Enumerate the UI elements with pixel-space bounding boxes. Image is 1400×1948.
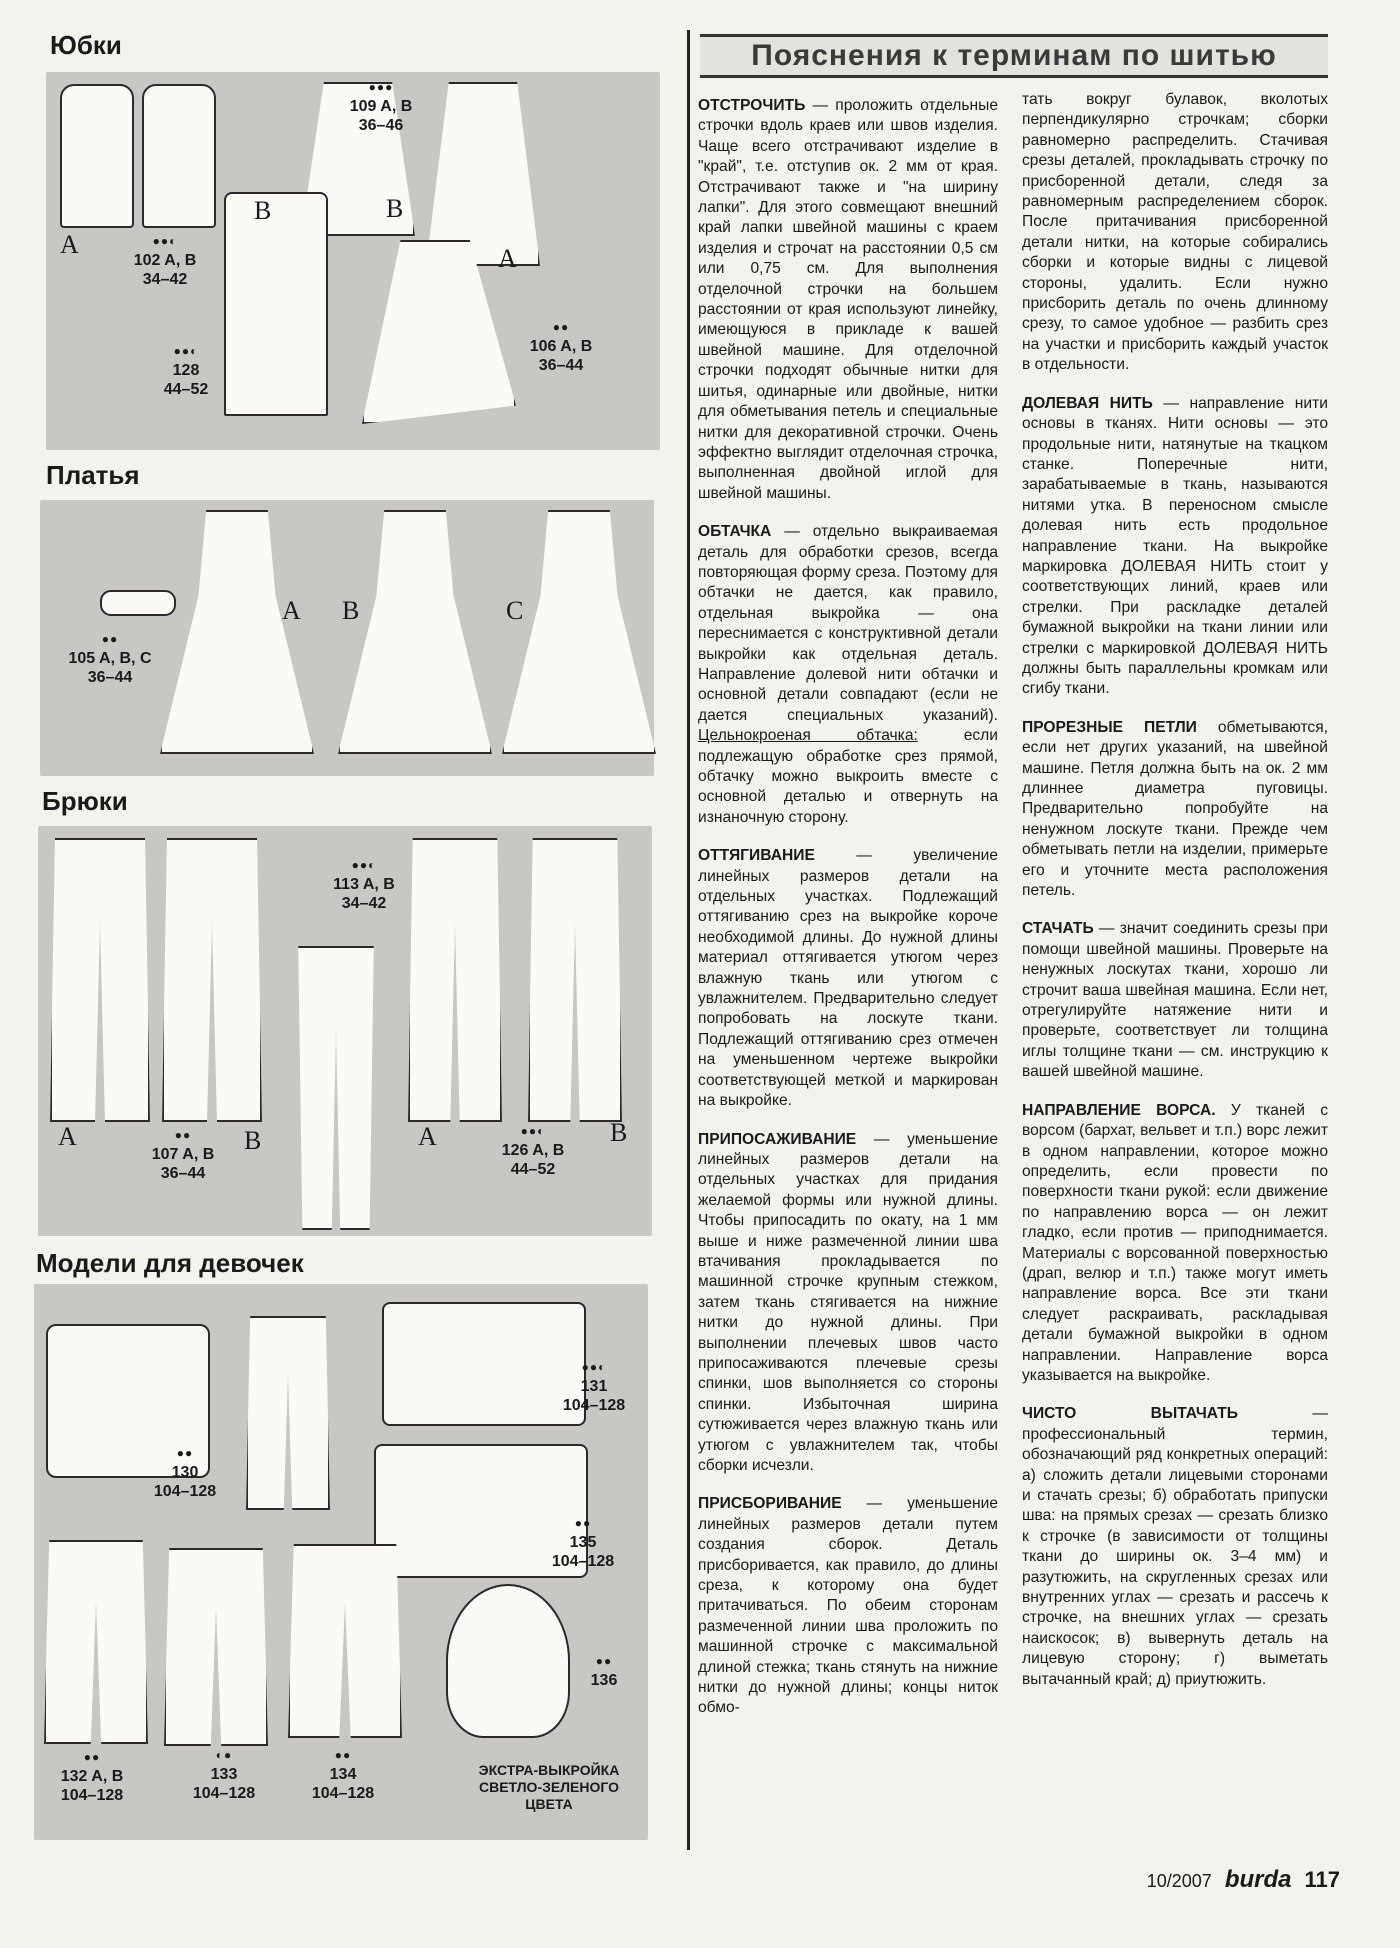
term: ЧИСТО ВЫТАЧАТЬ [1022, 1405, 1239, 1423]
dress-105a [160, 510, 314, 754]
letter-b: B [342, 596, 360, 625]
paragraph: ПРИПОСАЖИВАНИЕ — уменьшение линейных размеров детали на отдельных участках для придания желаемой формы или нужной длины. Чтобы припосадить по окату, на 1 мм выше и ниже размеченной линии шва втачивания прокладывается по машинной строчке крупным стежком, затем ткань стягивается на нижние нитки до нужной длины. При выполнении плечевых швов часто припосаживаются плечевые срезы спинки, шов выполняется со стороны спинки. Избыточная ширина сутюживается через влажную ткань или утюгом с увлажнителем так, чтобы сборки исчезли. [698, 1130, 998, 1474]
letter-b: B [386, 194, 404, 223]
term: ОБТАЧКА [698, 523, 772, 541]
trousers-134 [288, 1544, 402, 1738]
paragraph: ОБТАЧКА — отдельно выкраиваемая деталь для обработки срезов, всегда повторяющая форму среза. Поэтому для обтачки не дается, как правило, отдельная выкройка — она переснимается с конструктивной детали выкройки как отдельная деталь. Направление долевой нити обтачки и основной детали совпадают (если не дается специальных указаний). Цельнокроеная обтачка: если подлежащую обработке срез прямой, обтачку можно выкроить вместе с основной деталью и отвернуть на изнаночную сторону. [698, 523, 998, 826]
toy-136 [446, 1584, 570, 1738]
label-134: ●● 134 104–128 [311, 1748, 375, 1802]
trousers-107b [162, 838, 262, 1122]
trousers-126a [408, 838, 502, 1122]
letter-c: C [506, 596, 524, 625]
paragraph: ПРОРЕЗНЫЕ ПЕТЛИ обметываются, если нет других указаний, на швейной машине. Петля должна быть на ок. 2 мм длиннее диаметра пуговицы. Предварительно попробуйте на ненужном лоскуте ткани. Прежде чем обметывать петли на изделии, примерьте его и уточните места расположения петель. [1022, 718, 1329, 900]
trousers-107a [50, 838, 150, 1122]
brand-logo: burda [1224, 1866, 1292, 1893]
page-footer [1147, 1866, 1340, 1894]
section-title-girls: Модели для девочек [36, 1248, 304, 1278]
label-102: ●●◐ 102 A, B 34–42 [133, 234, 197, 288]
trousers-133 [164, 1548, 268, 1746]
page-title: Пояснения к терминам по шитью [751, 39, 1277, 72]
trousers-126b [528, 838, 622, 1122]
issue-date: 10/2007 [1146, 1871, 1212, 1891]
term: НАПРАВЛЕНИЕ ВОРСА. [1022, 1101, 1216, 1119]
label-105: ●● 105 A, B, C 36–44 [68, 632, 152, 686]
label-109: ●●● 109 A, B 36–46 [349, 80, 413, 134]
header-bar [700, 34, 1328, 78]
skirt-109-back [426, 82, 540, 266]
label-135: ●● 135 104–128 [551, 1516, 615, 1570]
letter-a: A [58, 1122, 77, 1151]
paragraph: ПРИСБОРИВАНИЕ — уменьшение линейных размеров детали путем создания сборок. Деталь присборивается, как правило, до длины среза, к которому она будет притачиваться. По обеим сторонам размеченной линии шва проложить по машинной строчке с максимальной длиной стежка; ткань стянуть на нижние нитки до нужной длины; концы ниток обмо- [698, 1495, 998, 1717]
text-column-1 [698, 96, 998, 1737]
extra-pattern-label: ЭКСТРА-ВЫКРОЙКА СВЕТЛО-ЗЕЛЕНОГО ЦВЕТА [478, 1762, 620, 1812]
label-126: ●●◐ 126 A, B 44–52 [501, 1124, 565, 1178]
letter-a: A [60, 230, 79, 259]
paragraph: ОТТЯГИВАНИЕ — увеличение линейных размеров детали на отдельных участках. Подлежащий оттягиванию срез на выкройке короче необходимой длины. До нужной длины материал оттягивается утюгом через влажную ткань или утюгом с увлажнителем. Предварительно следует попробовать на лоскуте ткани. Подлежащий оттягиванию срез отмечен на уменьшенном чертеже выкройки соответствующей меткой и маркирован на выкройке. [698, 847, 998, 1110]
letter-a: A [498, 244, 517, 273]
label-106: ●● 106 A, B 36–44 [529, 320, 593, 374]
trousers-girls [246, 1316, 330, 1510]
letter-b: B [244, 1126, 262, 1155]
term: ПРИПОСАЖИВАНИЕ [698, 1130, 857, 1148]
label-130: ●● 130 104–128 [153, 1446, 217, 1500]
skirt-128 [224, 192, 328, 416]
girls-panel [34, 1284, 648, 1840]
paragraph: тать вокруг булавок, вколотых перпендикулярно строчкам; сборки равномерно распределить. Стачивая срезы деталей, прокладывать строчку по присборенной детали, следя за равномерным распределением сборок. После притачивания присборенной детали нитки, на которые собирались сборки и которые видны с лицевой стороны, удалить. Если нужно присборить деталь по очень длинному срезу, то самое удобное — разбить срез на участки и присборить каждый участок в отдельности. [1022, 91, 1328, 374]
term: ПРОРЕЗНЫЕ ПЕТЛИ [1022, 718, 1197, 736]
dresses-panel [40, 500, 654, 776]
letter-b: B [610, 1118, 628, 1147]
section-title-trousers: Брюки [42, 786, 128, 816]
trousers-panel [38, 826, 652, 1236]
belt [100, 590, 176, 616]
paragraph: СТАЧАТЬ — значит соединить срезы при помощи швейной машины. Проверьте на ненужных лоскутах ткани, хорошо ли строчит ваша швейная машина. Если нет, отрегулируйте натяжение нити и проверьте, соответствует ли толщина иглы толщине ткани — см. инструкцию к вашей швейной машине. [1022, 920, 1328, 1081]
term: ОТТЯГИВАНИЕ [698, 847, 815, 865]
label-107: ●● 107 A, B 36–44 [151, 1128, 215, 1182]
paragraph: НАПРАВЛЕНИЕ ВОРСА. У тканей с ворсом (бархат, вельвет и т.п.) ворс лежит в одном направлении, которое можно определить, если провести по поверхности ткани рукой: если движение по направлению ворса — он лежит гладко, если против — приподнимается. Материалы с ворсованной поверхностью (драп, велюр и т.п.) также могут иметь направление ворса. Все эти ткани следует раскраивать, раскладывая детали бумажной выкройки в одном направлении. Направление ворса указывается на выкройке. [1022, 1101, 1328, 1384]
label-131: ●●◐ 131 104–128 [562, 1360, 626, 1414]
page-number: 117 [1304, 1867, 1340, 1892]
skirt-106 [362, 240, 516, 424]
column-divider [687, 30, 690, 1850]
label-128: ●●◐ 128 44–52 [163, 344, 209, 398]
skirt-102b-back [142, 84, 216, 228]
label-113: ●●◐ 113 A, B 34–42 [333, 858, 395, 912]
dress-105b [338, 510, 492, 754]
letter-a: A [418, 1122, 437, 1151]
letter-a: A [282, 596, 301, 625]
paragraph: ДОЛЕВАЯ НИТЬ — направление нити основы в тканях. Нити основы — это продольные нити, натянутые на ткацком станке. Поперечные нити, зарабатываемые в ткань, называются нитями утка. В переносном смысле долевая нить есть продольное направление ткани. На выкройке маркировка ДОЛЕВАЯ НИТЬ стоит у соответствующих линий, краев или стрелки. При раскладке деталей бумажной выкройки на ткани линии или стрелки с маркировкой ДОЛЕВАЯ НИТЬ должны быть параллельны кромкам или сгибу ткани. [1022, 394, 1328, 698]
label-136: ●● 136 [590, 1654, 618, 1689]
section-title-dresses: Платья [46, 460, 140, 490]
term: ПРИСБОРИВАНИЕ [698, 1495, 842, 1513]
text-column-2 [1022, 90, 1328, 1708]
term: ДОЛЕВАЯ НИТЬ [1022, 394, 1153, 412]
term: ОТСТРОЧИТЬ [698, 97, 806, 114]
skirts-panel [46, 72, 660, 450]
trousers-113 [294, 946, 378, 1230]
dress-105c [502, 510, 656, 754]
term: СТАЧАТЬ [1022, 920, 1094, 938]
label-132: ●● 132 A, B 104–128 [60, 1750, 124, 1804]
trousers-132 [44, 1540, 148, 1744]
label-133: ◐● 133 104–128 [192, 1748, 256, 1802]
skirt-102a-front [60, 84, 134, 228]
section-title-skirts: Юбки [50, 30, 122, 60]
letter-b: B [254, 196, 272, 225]
paragraph: ОТСТРОЧИТЬ — проложить отдельные строчки вдоль краев или швов изделия. Чаще всего отстрачивают изделие в "край", т.е. отступив ок. 2 мм от края. Отстрачивают также и "на ширину лапки". Для этого совмещают внешний край лапки швейной машины с краем изделия и строчат на расстоянии 0,5 см или 0,75 см. Для выполнения отделочной строчки на большем расстоянии от края используют линейку, имеющуюся в прикладе к вашей швейной машине. Для отделочной строчки подходят обычные нитки для шитья, одинарные или двойные, нитки для обметывания петель и специальные нитки для декоративной строчки. Очень эффектно выглядит отделочная строчка, выполненная двойной иглой для швейной машины. [698, 97, 998, 502]
paragraph: ЧИСТО ВЫТАЧАТЬ — профессиональный термин, обозначающий ряд конкретных операций: а) сложить детали лицевыми сторонами и стачать срезы; б) обработать припуски шва: на прямых срезах — срезать близко к строчке (в зависимости от толщины ткани до ширины ок. 3–4 мм) и разутюжить, на скругленных срезах или внутренних углах — срезать и рассечь к строчке, на внешних углах — срезать наискосок; в) вывернуть деталь на лицевую сторону; г) выметать вытачанный край; д) приутюжить. [1022, 1405, 1328, 1688]
